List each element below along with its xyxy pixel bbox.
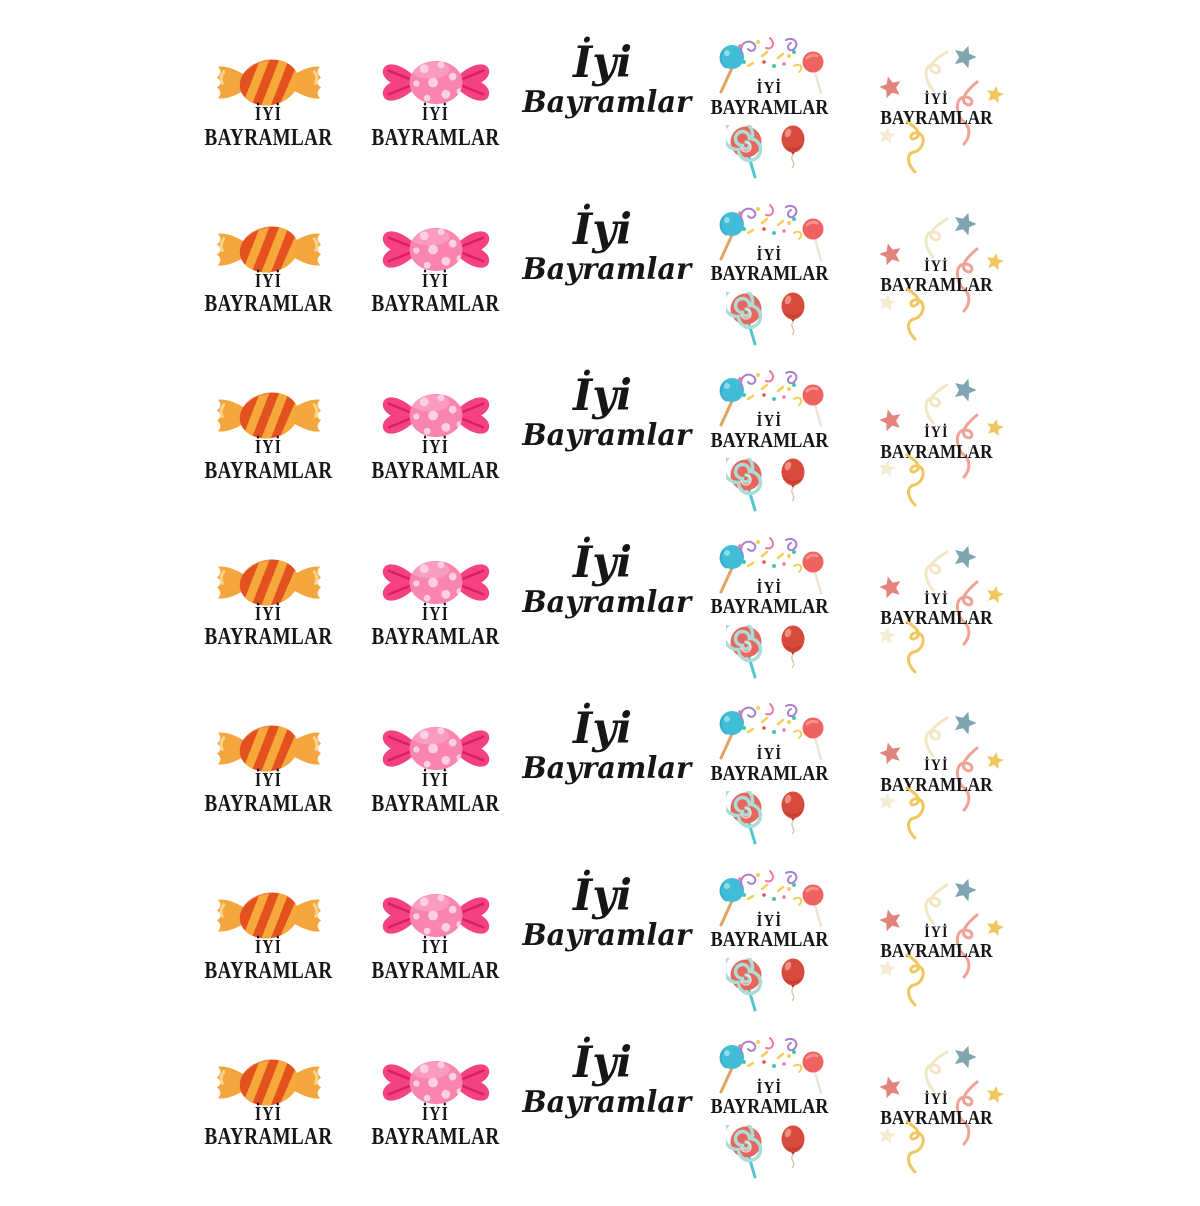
greeting-line-1: İYİ [255, 935, 282, 958]
greeting-line-2: BAYRAMLAR [710, 927, 829, 952]
greeting-line-1: İYİ [924, 91, 949, 108]
greeting-label [370, 437, 500, 483]
greeting-line-2: BAYRAMLAR [371, 1123, 500, 1151]
greeting-line-2: BAYRAMLAR [710, 94, 829, 119]
greeting-label [522, 704, 692, 787]
sticker-script-greeting [519, 204, 692, 374]
sticker-party [686, 373, 853, 540]
greeting-label [203, 271, 333, 317]
greeting-label [698, 412, 842, 451]
greeting-label [370, 937, 500, 983]
greeting-line-1: İYİ [924, 923, 949, 941]
greeting-line-2: BAYRAMLAR [204, 290, 333, 318]
greeting-line-1: İYİ [422, 436, 449, 459]
sticker-candy-pink [352, 706, 519, 873]
star-icon [878, 459, 896, 477]
greeting-line-2: BAYRAMLAR [371, 123, 500, 151]
greeting-line-1: İYİ [756, 244, 783, 264]
greeting-line-1: İYİ [756, 78, 783, 97]
greeting-line-2: BAYRAMLAR [204, 1123, 333, 1151]
greeting-line-2: Bayramlar [522, 251, 692, 287]
greeting-line-2: BAYRAMLAR [880, 440, 993, 463]
greeting-label [698, 912, 842, 951]
greeting-line-1: İYİ [255, 1102, 282, 1125]
greeting-label [698, 579, 842, 618]
greeting-line-1: İyi [573, 704, 632, 755]
greeting-line-1: İYİ [255, 103, 282, 125]
greeting-line-2: BAYRAMLAR [204, 789, 333, 817]
greeting-line-1: İyi [573, 1037, 632, 1088]
greeting-line-1: İyi [573, 38, 632, 88]
greeting-line-1: İYİ [924, 1090, 949, 1108]
greeting-label [522, 38, 692, 120]
star-icon [878, 1126, 896, 1144]
greeting-label [370, 1104, 500, 1150]
greeting-line-2: Bayramlar [522, 751, 692, 787]
swirl-lollipop-icon [726, 1125, 766, 1179]
sticker-row [185, 537, 1020, 707]
greeting-line-2: BAYRAMLAR [880, 940, 993, 963]
sticker-pastel-confetti [853, 40, 1020, 207]
balloon-icon [778, 1124, 808, 1172]
greeting-label [203, 1104, 333, 1150]
sticker-party [686, 873, 853, 1040]
greeting-line-1: İYİ [422, 935, 449, 958]
greeting-line-1: İYİ [756, 1077, 783, 1097]
sticker-row [185, 204, 1020, 374]
sticker-row [185, 706, 1020, 873]
greeting-line-1: İyi [573, 870, 632, 921]
swirl-lollipop-icon [726, 292, 766, 346]
greeting-line-1: İYİ [422, 103, 449, 125]
sticker-candy-orange [185, 873, 352, 1040]
sticker-candy-pink [352, 540, 519, 707]
greeting-line-2: BAYRAMLAR [710, 594, 829, 619]
sticker-candy-pink [352, 40, 519, 207]
sticker-pastel-confetti [853, 1040, 1020, 1206]
sticker-party [686, 40, 853, 207]
greeting-line-2: Bayramlar [522, 584, 692, 620]
greeting-line-2: BAYRAMLAR [880, 607, 993, 630]
star-icon [953, 1044, 977, 1068]
greeting-line-2: Bayramlar [522, 85, 692, 120]
greeting-line-2: Bayramlar [522, 917, 692, 953]
greeting-line-2: BAYRAMLAR [710, 427, 829, 452]
balloon-icon [778, 790, 808, 838]
greeting-line-2: BAYRAMLAR [880, 773, 993, 796]
greeting-line-1: İyi [573, 371, 632, 422]
greeting-label [203, 770, 333, 816]
greeting-label [370, 770, 500, 816]
greeting-label [698, 79, 842, 118]
greeting-line-1: İYİ [756, 910, 783, 930]
sticker-script-greeting [519, 1037, 692, 1206]
greeting-line-2: BAYRAMLAR [710, 1094, 829, 1119]
greeting-line-2: BAYRAMLAR [710, 261, 829, 286]
greeting-label [203, 937, 333, 983]
sticker-script-greeting [519, 38, 692, 207]
greeting-line-1: İYİ [924, 257, 949, 275]
sticker-script-greeting [519, 371, 692, 540]
sticker-row [185, 870, 1020, 1040]
greeting-line-2: BAYRAMLAR [880, 274, 993, 297]
greeting-line-1: İYİ [422, 769, 449, 792]
greeting-label [522, 870, 692, 953]
greeting-line-1: İYİ [255, 269, 282, 292]
star-icon [953, 377, 977, 401]
greeting-label [522, 537, 692, 620]
greeting-line-1: İYİ [756, 411, 783, 431]
ribbon-icon [903, 287, 937, 341]
greeting-label [522, 1037, 692, 1120]
sticker-pastel-confetti [853, 207, 1020, 374]
greeting-line-2: BAYRAMLAR [371, 290, 500, 318]
greeting-label [698, 1079, 842, 1118]
greeting-line-1: İYİ [422, 269, 449, 292]
greeting-line-2: BAYRAMLAR [371, 956, 500, 984]
greeting-label [522, 371, 692, 454]
sticker-candy-orange [185, 40, 352, 207]
swirl-lollipop-icon [726, 625, 766, 679]
sticker-pastel-confetti [853, 706, 1020, 873]
greeting-line-1: İyi [573, 537, 632, 588]
balloon-icon [778, 124, 808, 172]
sticker-party [686, 207, 853, 374]
greeting-label [370, 104, 500, 150]
greeting-label [522, 204, 692, 287]
ribbon-icon [903, 953, 937, 1007]
greeting-label [203, 104, 333, 150]
balloon-icon [778, 624, 808, 672]
star-icon [878, 293, 896, 311]
swirl-lollipop-icon [726, 958, 766, 1012]
swirl-lollipop-icon [726, 458, 766, 512]
sticker-candy-orange [185, 1040, 352, 1206]
ribbon-icon [903, 620, 937, 674]
star-icon [878, 959, 896, 977]
greeting-line-2: BAYRAMLAR [371, 623, 500, 651]
sticker-script-greeting [519, 704, 692, 873]
greeting-line-1: İYİ [756, 744, 783, 764]
ribbon-icon [903, 1120, 937, 1174]
star-icon [878, 792, 896, 810]
greeting-line-1: İYİ [422, 602, 449, 625]
greeting-line-2: BAYRAMLAR [204, 956, 333, 984]
greeting-line-2: BAYRAMLAR [371, 456, 500, 484]
sticker-pastel-confetti [853, 873, 1020, 1040]
star-icon [953, 710, 977, 734]
greeting-label [698, 745, 842, 784]
swirl-lollipop-icon [726, 791, 766, 845]
greeting-line-1: İYİ [924, 757, 949, 775]
balloon-icon [778, 457, 808, 505]
sticker-candy-orange [185, 540, 352, 707]
sticker-row [185, 373, 1020, 540]
star-icon [953, 211, 977, 235]
greeting-line-2: BAYRAMLAR [371, 789, 500, 817]
sticker-pastel-confetti [853, 373, 1020, 540]
greeting-line-2: Bayramlar [522, 1084, 692, 1120]
sticker-party [686, 706, 853, 873]
greeting-label [370, 271, 500, 317]
greeting-line-2: Bayramlar [522, 418, 692, 454]
sticker-party [686, 1040, 853, 1206]
sticker-candy-orange [185, 207, 352, 374]
sticker-row [185, 1037, 1020, 1206]
greeting-line-1: İYİ [255, 436, 282, 459]
greeting-label [370, 604, 500, 650]
sticker-script-greeting [519, 537, 692, 707]
star-icon [953, 544, 977, 568]
greeting-line-1: İyi [573, 204, 632, 255]
greeting-line-2: BAYRAMLAR [880, 1107, 993, 1130]
ribbon-icon [903, 453, 937, 507]
greeting-line-2: BAYRAMLAR [204, 623, 333, 651]
balloon-icon [778, 957, 808, 1005]
greeting-line-2: BAYRAMLAR [204, 456, 333, 484]
sticker-sheet [185, 40, 1020, 1206]
greeting-line-1: İYİ [255, 602, 282, 625]
greeting-label [203, 437, 333, 483]
greeting-line-1: İYİ [422, 1102, 449, 1125]
star-icon [953, 877, 977, 901]
greeting-line-1: İYİ [255, 769, 282, 792]
sticker-candy-orange [185, 706, 352, 873]
greeting-label [698, 246, 842, 285]
sticker-row [185, 40, 1020, 207]
sticker-script-greeting [519, 870, 692, 1040]
greeting-line-1: İYİ [924, 424, 949, 442]
star-icon [878, 126, 896, 144]
greeting-line-2: BAYRAMLAR [204, 123, 333, 151]
star-icon [878, 626, 896, 644]
sticker-candy-orange [185, 373, 352, 540]
greeting-label [203, 604, 333, 650]
greeting-line-1: İYİ [756, 577, 783, 597]
sticker-candy-pink [352, 1040, 519, 1206]
sticker-party [686, 540, 853, 707]
balloon-icon [778, 291, 808, 339]
sticker-pastel-confetti [853, 540, 1020, 707]
greeting-line-2: BAYRAMLAR [880, 107, 993, 130]
sticker-candy-pink [352, 873, 519, 1040]
sticker-candy-pink [352, 207, 519, 374]
ribbon-icon [903, 120, 937, 174]
sticker-candy-pink [352, 373, 519, 540]
ribbon-icon [903, 786, 937, 840]
star-icon [953, 44, 977, 68]
greeting-line-1: İYİ [924, 590, 949, 608]
greeting-line-2: BAYRAMLAR [710, 760, 829, 785]
swirl-lollipop-icon [726, 125, 766, 179]
